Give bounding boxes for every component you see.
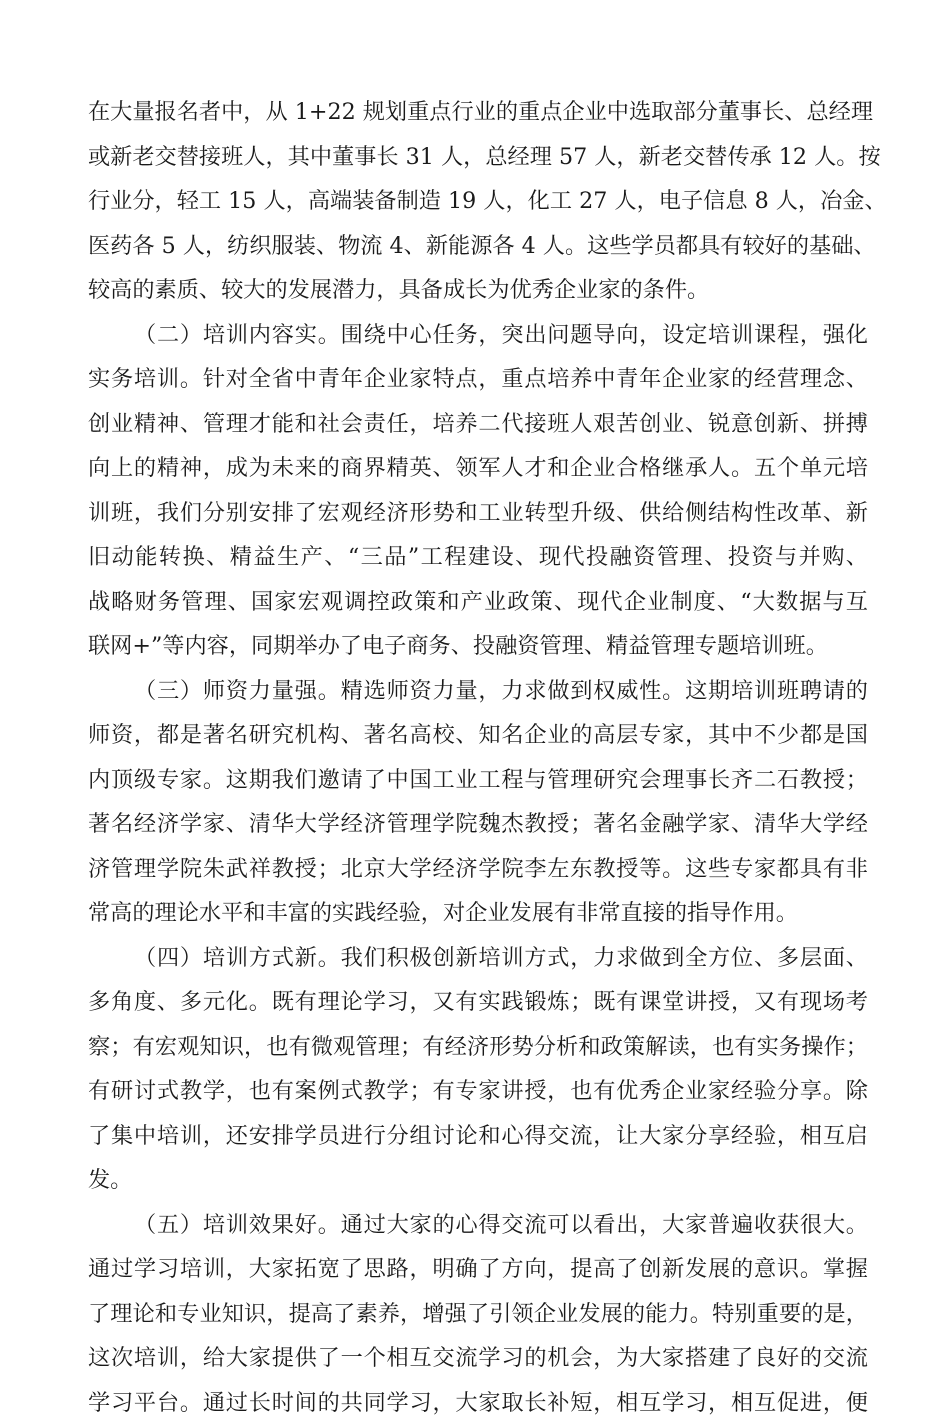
text-line: 了集中培训，还安排学员进行分组讨论和心得交流，让大家分享经验，相互启 <box>88 1122 868 1149</box>
text-line: 或新老交替接班人，其中董事长 31 人，总经理 57 人，新老交替传承 12 人。按 <box>88 143 881 170</box>
paragraph-heading-line: （二）培训内容实。围绕中心任务，突出问题导向，设定培训课程，强化 <box>134 321 868 348</box>
text-line: 行业分，轻工 15 人，高端装备制造 19 人，化工 27 人，电子信息 8 人，冶金、 <box>88 188 887 214</box>
text-line: 在大量报名者中，从 1+22 规划重点行业的重点企业中选取部分董事长、总经理 <box>88 99 874 125</box>
text-line: 这次培训，给大家提供了一个相互交流学习的机会，为大家搭建了良好的交流 <box>88 1345 868 1371</box>
text-line: 训班，我们分别安排了宏观经济形势和工业转型升级、供给侧结构性改革、新 <box>88 499 868 526</box>
text-line: 向上的精神，成为未来的商界精英、领军人才和企业合格继承人。五个单元培 <box>88 455 868 481</box>
text-line: 战略财务管理、国家宏观调控政策和产业政策、现代企业制度、“大数据与互 <box>88 588 868 615</box>
text-line: 发。 <box>88 1167 133 1193</box>
text-line: 通过学习培训，大家拓宽了思路，明确了方向，提高了创新发展的意识。掌握 <box>88 1256 868 1282</box>
text-line: 察；有宏观知识，也有微观管理；有经济形势分析和政策解读，也有实务操作； <box>88 1033 868 1060</box>
paragraph-heading-line: （五）培训效果好。通过大家的心得交流可以看出，大家普遍收获很大。 <box>134 1211 868 1238</box>
paragraph-heading-line: （四）培训方式新。我们积极创新培训方式，力求做到全方位、多层面、 <box>134 944 868 971</box>
text-line: 旧动能转换、精益生产、“三品”工程建设、现代投融资管理、投资与并购、 <box>88 544 868 570</box>
text-line: 较高的素质、较大的发展潜力，具备成长为优秀企业家的条件。 <box>88 277 710 303</box>
text-line: 创业精神、管理才能和社会责任，培养二代接班人艰苦创业、锐意创新、拼搏 <box>88 410 868 437</box>
text-line: 著名经济学家、清华大学经济管理学院魏杰教授；著名金融学家、清华大学经 <box>88 811 868 837</box>
text-line: 内顶级专家。这期我们邀请了中国工业工程与管理研究会理事长齐二石教授； <box>88 766 868 793</box>
text-line: 济管理学院朱武祥教授；北京大学经济学院李左东教授等。这些专家都具有非 <box>88 855 868 882</box>
text-line: 了理论和专业知识，提高了素养，增强了引领企业发展的能力。特别重要的是， <box>88 1300 868 1327</box>
text-line: 学习平台。通过长时间的共同学习，大家取长补短，相互学习，相互促进，便 <box>88 1389 868 1416</box>
text-line: 常高的理论水平和丰富的实践经验，对企业发展有非常直接的指导作用。 <box>88 900 798 926</box>
text-line: 实务培训。针对全省中青年企业家特点，重点培养中青年企业家的经营理念、 <box>88 366 868 392</box>
text-line: 师资，都是著名研究机构、著名高校、知名企业的高层专家，其中不少都是国 <box>88 722 868 748</box>
text-line: 有研讨式教学，也有案例式教学；有专家讲授，也有优秀企业家经验分享。除 <box>88 1078 868 1104</box>
paragraph-heading-line: （三）师资力量强。精选师资力量，力求做到权威性。这期培训班聘请的 <box>134 677 868 704</box>
text-line: 联网+”等内容，同期举办了电子商务、投融资管理、精益管理专题培训班。 <box>88 633 828 659</box>
text-line: 多角度、多元化。既有理论学习，又有实践锻炼；既有课堂讲授，又有现场考 <box>88 989 868 1015</box>
text-line: 医药各 5 人，纺织服装、物流 4、新能源各 4 人。这些学员都具有较好的基础、 <box>88 232 876 259</box>
